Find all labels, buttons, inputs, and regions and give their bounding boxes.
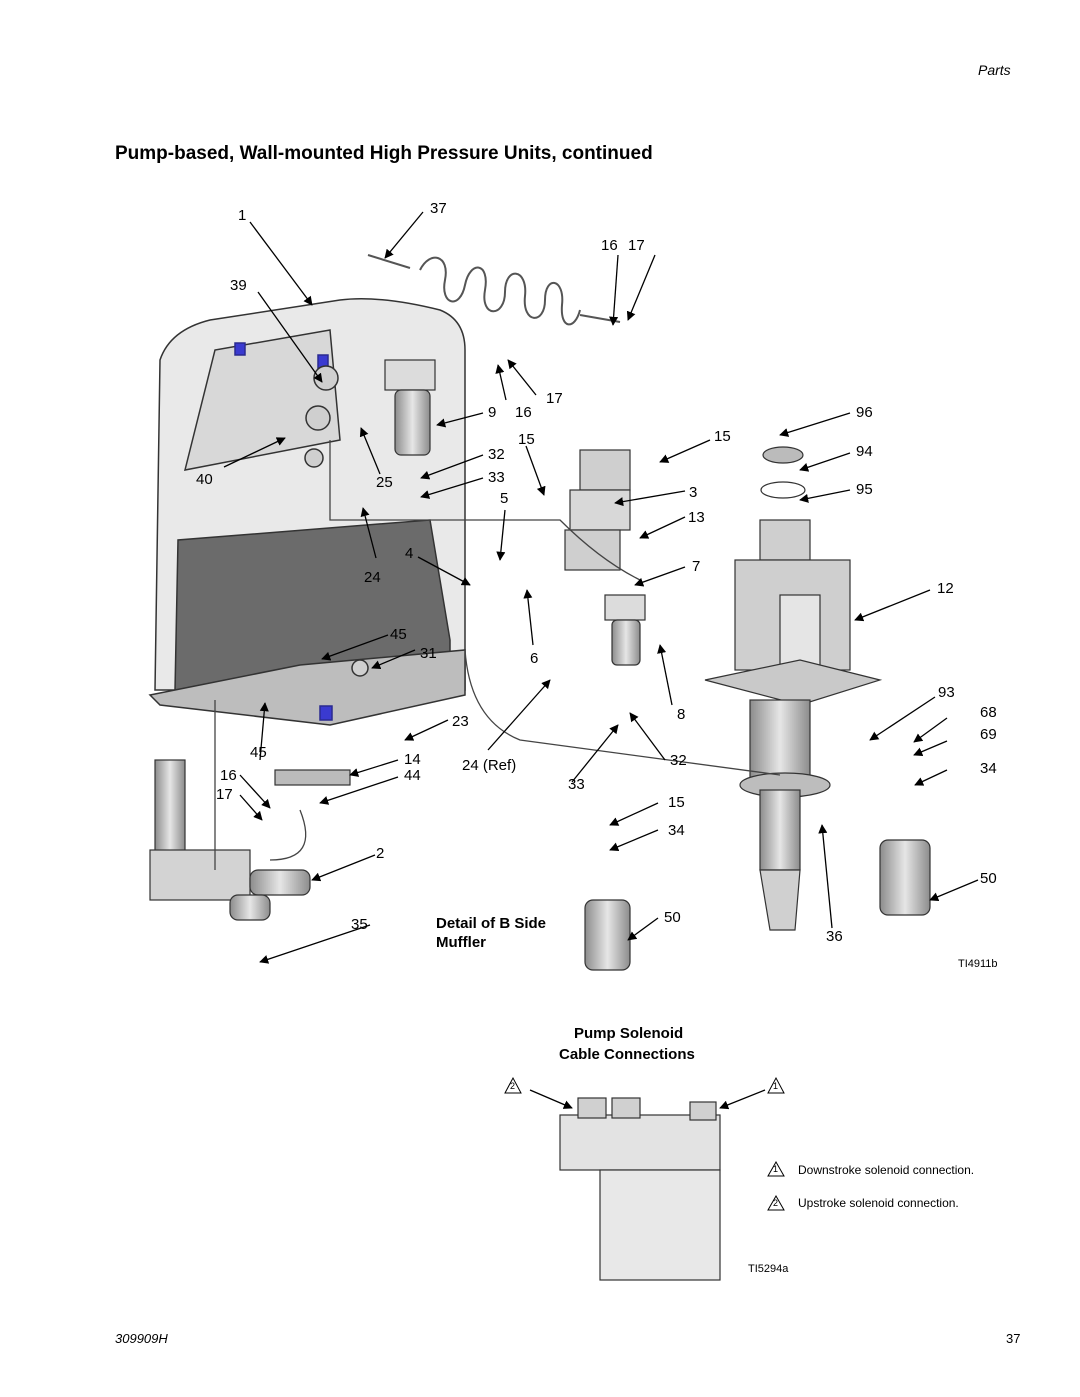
- figure-id-solenoid: TI5294a: [748, 1263, 789, 1275]
- callout-label: 33: [568, 776, 585, 793]
- callout-label: 31: [420, 645, 437, 662]
- muffler-right: [880, 840, 930, 915]
- valve-assembly: [565, 450, 645, 665]
- callout-label: 37: [430, 200, 447, 217]
- callout-label: 7: [692, 558, 701, 575]
- callout-label: 32: [488, 446, 505, 463]
- legend-downstroke: Downstroke solenoid connection.: [798, 1163, 975, 1177]
- marker-upstroke: 2: [510, 1081, 516, 1091]
- callout-label: 35: [351, 916, 368, 933]
- callout-label: 16: [601, 237, 618, 254]
- detail-label-muffler: Muffler: [436, 934, 486, 951]
- callout-label: 5: [500, 490, 509, 507]
- callout-label: 94: [856, 443, 873, 460]
- callout-label: 34: [668, 822, 685, 839]
- detail-label-b-side: Detail of B Side: [436, 915, 547, 932]
- callout-label: 44: [404, 767, 421, 784]
- section-label: Parts: [978, 62, 1011, 78]
- legend-marker-1: 1: [773, 1164, 779, 1174]
- figure-id-main: TI4911b: [958, 958, 998, 970]
- callout-label: 33: [488, 469, 505, 486]
- legend-marker-2: 2: [773, 1198, 779, 1208]
- callout-label: 45: [390, 626, 407, 643]
- callout-label: 3: [689, 484, 698, 501]
- callout-label: 50: [664, 909, 681, 926]
- callout-label: 32: [670, 752, 687, 769]
- callout-label: 2: [376, 845, 385, 862]
- callout-label: 50: [980, 870, 997, 887]
- callout-label: 16: [515, 404, 532, 421]
- callout-label: 24 (Ref): [462, 757, 517, 774]
- pump: [705, 447, 880, 930]
- callout-label: 96: [856, 404, 873, 421]
- callout-label: 39: [230, 277, 247, 294]
- callout-label: 95: [856, 481, 873, 498]
- solenoid-block: [560, 1098, 720, 1280]
- callout-label: 4: [405, 545, 414, 562]
- callout-label: 34: [980, 760, 997, 777]
- callout-label: 15: [714, 428, 731, 445]
- callout-label: 14: [404, 751, 421, 768]
- manifold-assembly: [150, 760, 350, 920]
- callout-label: 17: [546, 390, 563, 407]
- callout-label: 24: [364, 569, 381, 586]
- callout-label: 68: [980, 704, 997, 721]
- callout-label: 12: [937, 580, 954, 597]
- callout-label: 23: [452, 713, 469, 730]
- marker-downstroke: 1: [773, 1081, 779, 1091]
- callout-label: 45: [250, 744, 267, 761]
- callout-label: 9: [488, 404, 497, 421]
- callout-label: 69: [980, 726, 997, 743]
- callout-label: 16: [220, 767, 237, 784]
- callout-label: 6: [530, 650, 539, 667]
- callout-label: 8: [677, 706, 686, 723]
- doc-number: 309909H: [115, 1331, 168, 1346]
- callout-label: 15: [668, 794, 685, 811]
- callout-label: 15: [518, 431, 535, 448]
- solenoid-title-line1: Pump Solenoid: [574, 1025, 684, 1042]
- callout-label: 93: [938, 684, 955, 701]
- callout-label: 13: [688, 509, 705, 526]
- callout-label: 17: [216, 786, 233, 803]
- page-number: 37: [1006, 1331, 1021, 1346]
- callout-label: 1: [238, 207, 247, 224]
- callout-label: 40: [196, 471, 213, 488]
- solenoid-title-line2: Cable Connections: [559, 1046, 695, 1063]
- page-title: Pump-based, Wall-mounted High Pressure Units, continued: [115, 143, 653, 164]
- callout-label: 17: [628, 237, 645, 254]
- muffler-b-side: [585, 900, 630, 970]
- callout-label: 25: [376, 474, 393, 491]
- callout-label: 36: [826, 928, 843, 945]
- legend-upstroke: Upstroke solenoid connection.: [798, 1196, 959, 1210]
